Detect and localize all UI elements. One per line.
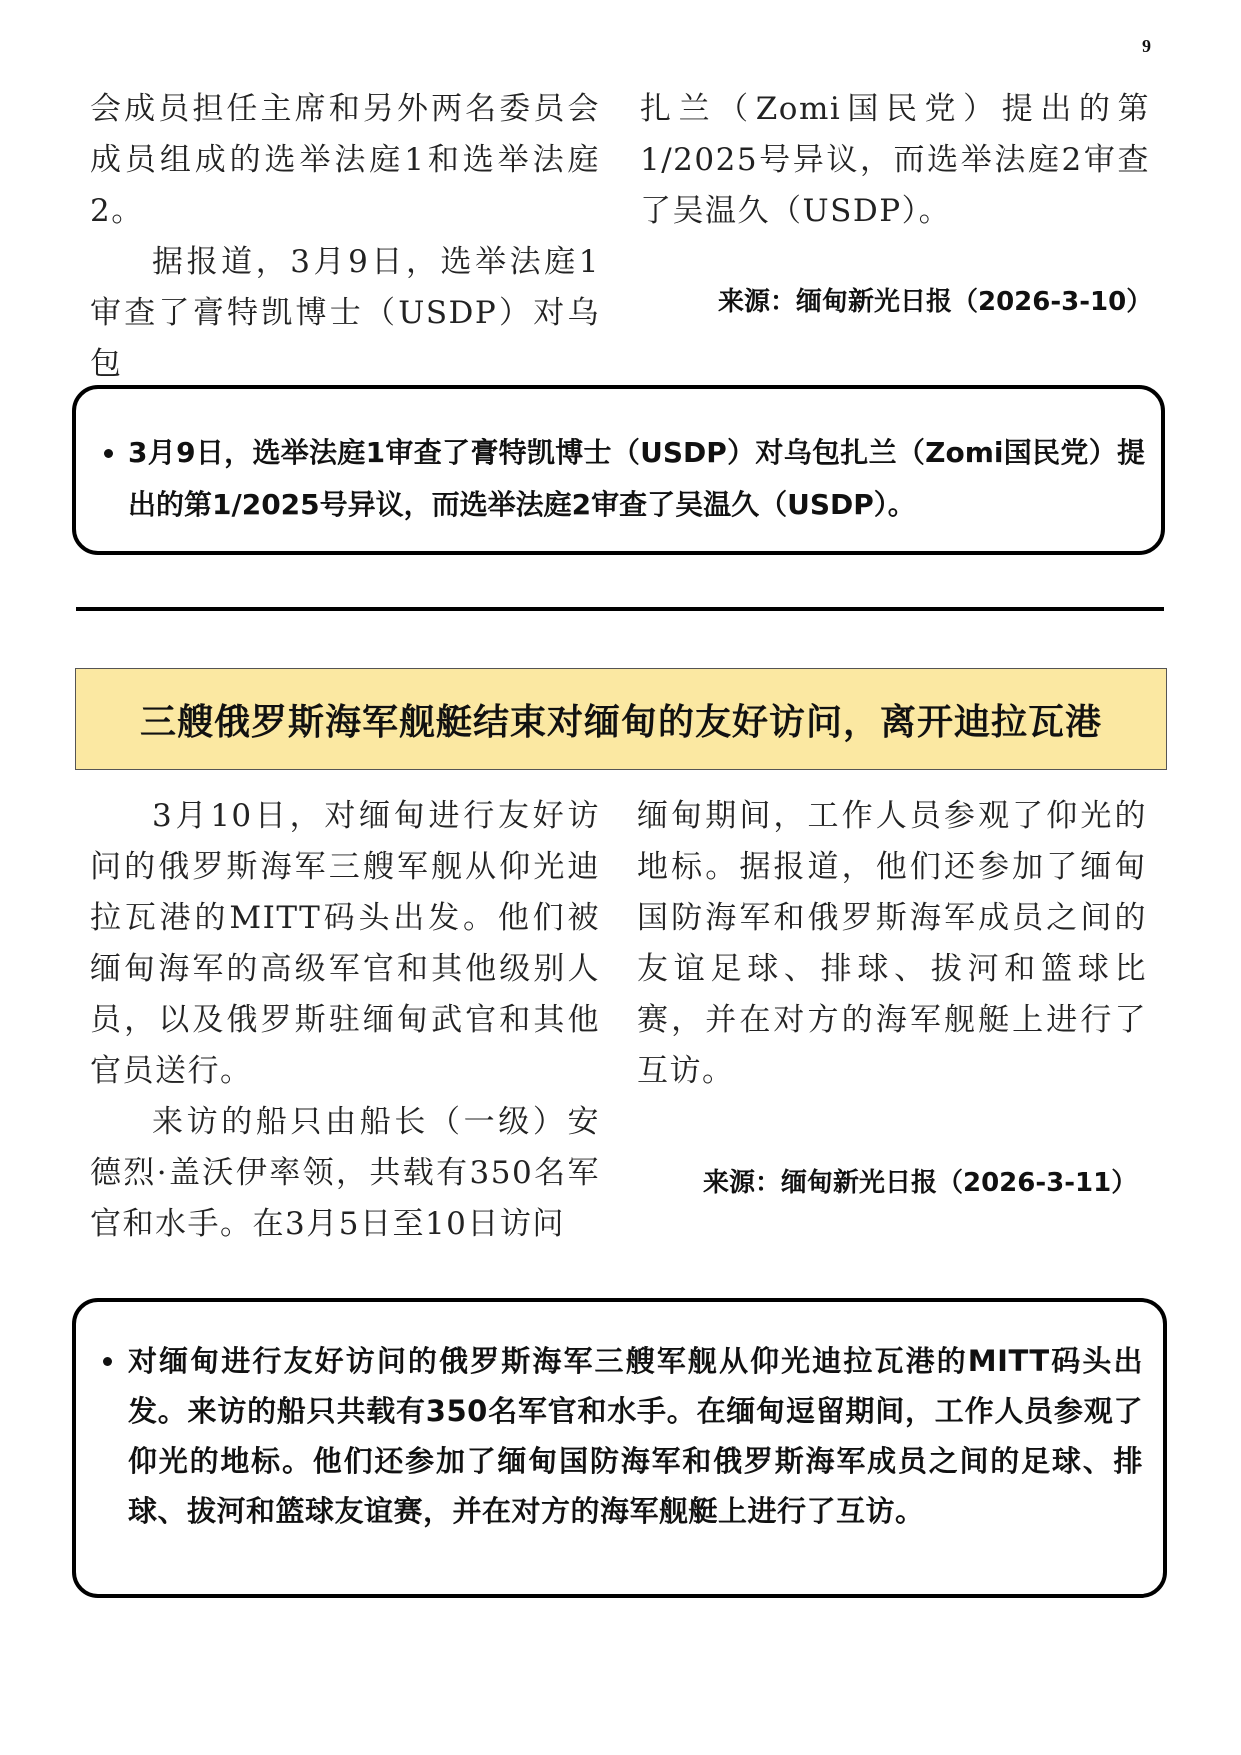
article1-paragraph-2: 据报道，3月9日，选举法庭1审查了膏特凯博士（USDP）对乌包 — [90, 244, 600, 382]
article2-paragraph-3: 缅甸期间，工作人员参观了仰光的地标。据报道，他们还参加了缅甸国防海军和俄罗斯海军成员之间的友谊足球、排球、拔河和篮球比赛，并在对方的海军舰艇上进行了互访。 — [637, 798, 1147, 1089]
article1-paragraph-3: 扎兰（Zomi国民党）提出的第1/2025号异议，而选举法庭2审查了吴温久（USDP）。 — [640, 91, 1150, 229]
article1-summary-item: • 3月9日，选举法庭1审查了膏特凯博士（USDP）对乌包扎兰（Zomi国民党）提出的第1/2025号异议，而选举法庭2审查了吴温久（USDP）。 — [128, 427, 1145, 531]
article2-summary-item: • 对缅甸进行友好访问的俄罗斯海军三艘军舰从仰光迪拉瓦港的MITT码头出发。来访的船只共载有350名军官和水手。在缅甸逗留期间，工作人员参观了仰光的地标。他们还参加了缅甸国防海军和俄罗斯海军成员之间的足球、排球、拔河和篮球友谊赛，并在对方的海军舰艇上进行了互访。 — [128, 1336, 1143, 1536]
section-divider — [76, 607, 1164, 611]
article2-summary-box — [72, 1298, 1167, 1598]
article2-paragraph-2: 来访的船只由船长（一级）安德烈·盖沃伊率领，共载有350名军官和水手。在3月5日至10日访问 — [90, 1104, 600, 1242]
article2-source: 来源：缅甸新光日报（2026-3-11） — [703, 1168, 1138, 1198]
article2-right-column — [637, 791, 1147, 1097]
article1-paragraph-1: 会成员担任主席和另外两名委员会成员组成的选举法庭1和选举法庭2。 — [90, 91, 600, 229]
article1-source: 来源：缅甸新光日报（2026-3-10） — [718, 287, 1153, 317]
article2-headline: 三艘俄罗斯海军舰艇结束对缅甸的友好访问，离开迪拉瓦港 — [75, 668, 1167, 770]
article1-right-column — [640, 84, 1150, 237]
article1-left-column — [90, 84, 600, 390]
article2-paragraph-1: 3月10日，对缅甸进行友好访问的俄罗斯海军三艘军舰从仰光迪拉瓦港的MITT码头出发。他们被缅甸海军的高级军官和其他级别人员，以及俄罗斯驻缅甸武官和其他官员送行。 — [90, 798, 600, 1089]
article2-left-column — [90, 791, 600, 1250]
page-number: 9 — [1142, 36, 1151, 56]
article1-summary-box — [72, 385, 1165, 555]
